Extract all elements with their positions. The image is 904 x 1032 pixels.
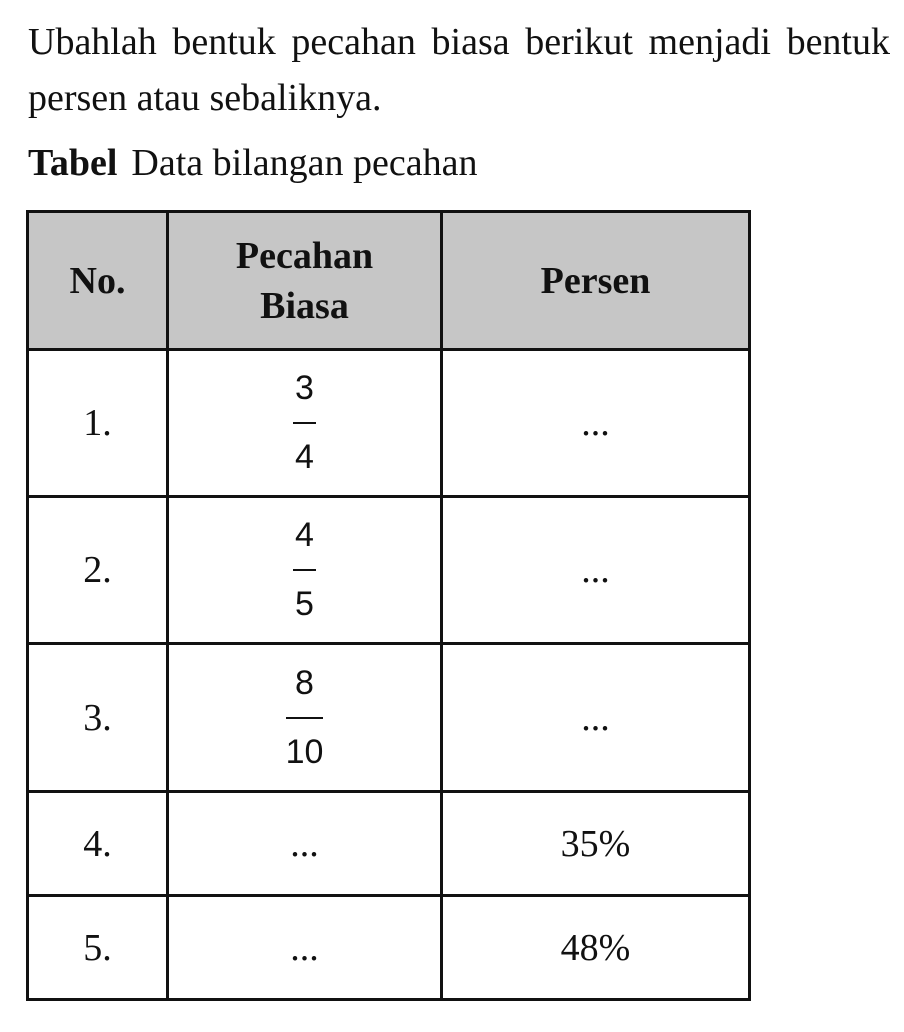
cell-fraction: ... <box>168 896 442 1000</box>
cell-fraction: ... <box>168 792 442 896</box>
cell-no: 5. <box>28 896 168 1000</box>
cell-fraction <box>168 350 442 497</box>
table-row <box>28 896 750 1000</box>
fraction-numerator: 8 <box>286 664 324 719</box>
table-row <box>28 497 750 644</box>
table-row <box>28 644 750 792</box>
table-row <box>28 792 750 896</box>
fraction <box>286 664 324 772</box>
header-fraction-line2: Biasa <box>260 284 349 327</box>
header-fraction-line1: Pecahan <box>235 234 374 277</box>
cell-percent: 48% <box>442 896 750 1000</box>
cell-fraction <box>168 497 442 644</box>
table-caption <box>28 135 477 191</box>
cell-percent: 35% <box>442 792 750 896</box>
fraction-denominator: 10 <box>285 732 324 771</box>
fraction-numerator: 3 <box>293 369 316 424</box>
header-percent: Persen <box>442 212 750 350</box>
table-header-row <box>28 212 750 350</box>
table-row <box>28 350 750 497</box>
fraction-denominator: 5 <box>295 585 314 623</box>
cell-no: 2. <box>28 497 168 644</box>
header-fraction <box>168 212 442 350</box>
fraction <box>293 516 316 624</box>
fraction <box>293 369 316 477</box>
cell-no: 4. <box>28 792 168 896</box>
caption-text: Data bilangan pecahan <box>131 142 478 184</box>
instruction-text: Ubahlah bentuk pecahan biasa berikut menjadi bentuk persen atau sebaliknya. <box>28 21 890 119</box>
fraction-table <box>26 210 751 1001</box>
fraction-denominator: 4 <box>295 438 314 476</box>
cell-no: 1. <box>28 350 168 497</box>
cell-percent: ... <box>442 644 750 792</box>
cell-percent: ... <box>442 350 750 497</box>
cell-fraction <box>168 644 442 792</box>
fraction-numerator: 4 <box>293 516 316 571</box>
cell-percent: ... <box>442 497 750 644</box>
caption-label: Tabel <box>28 142 118 184</box>
cell-no: 3. <box>28 644 168 792</box>
header-no: No. <box>28 212 168 350</box>
